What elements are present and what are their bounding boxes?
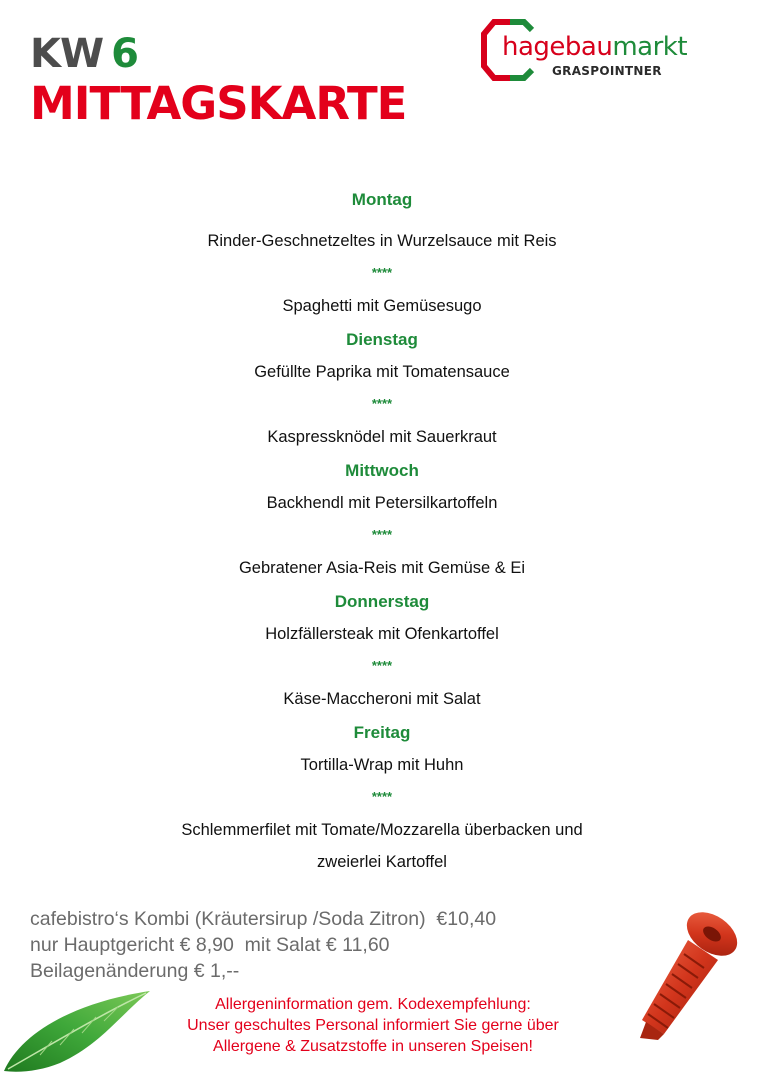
dish-separator: **** bbox=[371, 396, 393, 411]
logo-brand-part2: markt bbox=[612, 32, 688, 62]
dish-monday-1: Rinder-Geschnetzeltes in Wurzelsauce mit Reis bbox=[207, 232, 557, 250]
dish-separator: **** bbox=[371, 265, 393, 280]
logo-brand-part1: hagebau bbox=[502, 32, 613, 62]
price-line-side-change: Beilagenänderung € 1,-- bbox=[30, 960, 240, 982]
dish-thursday-1: Holzfällersteak mit Ofenkartoffel bbox=[265, 625, 499, 643]
week-number: 6 bbox=[111, 31, 138, 77]
logo-wordmark bbox=[502, 32, 687, 62]
dish-wednesday-2: Gebratener Asia-Reis mit Gemüse & Ei bbox=[238, 559, 526, 577]
dish-friday-2: Schlemmerfilet mit Tomate/Mozzarella überbacken und bbox=[181, 821, 583, 839]
price-info bbox=[30, 906, 496, 984]
week-prefix: KW bbox=[30, 31, 104, 77]
logo-subtitle: GRASPOINTNER bbox=[552, 64, 662, 78]
day-heading-thursday: Donnerstag bbox=[334, 592, 430, 611]
dish-tuesday-2: Kaspressknödel mit Sauerkraut bbox=[267, 428, 497, 446]
screw-icon bbox=[600, 908, 750, 1058]
dish-thursday-2: Käse-Maccheroni mit Salat bbox=[283, 690, 481, 708]
day-heading-monday: Montag bbox=[351, 190, 413, 209]
dish-separator: **** bbox=[371, 527, 393, 542]
day-heading-friday: Freitag bbox=[353, 723, 411, 742]
dish-separator: **** bbox=[371, 789, 393, 804]
dish-wednesday-1: Backhendl mit Petersilkartoffeln bbox=[266, 494, 498, 512]
price-line-main: nur Hauptgericht € 8,90 mit Salat € 11,60 bbox=[30, 934, 390, 956]
allergen-line-1: Allergeninformation gem. Kodexempfehlung: bbox=[215, 996, 531, 1013]
week-label bbox=[30, 30, 138, 78]
dish-separator: **** bbox=[371, 658, 393, 673]
dish-monday-2: Spaghetti mit Gemüsesugo bbox=[282, 297, 482, 315]
price-line-combo: cafebistro‘s Kombi (Kräutersirup /Soda Zitron) €10,40 bbox=[30, 908, 497, 930]
allergen-info bbox=[150, 994, 596, 1057]
hagebaumarkt-logo bbox=[480, 18, 742, 82]
dish-friday-2-continued: zweierlei Kartoffel bbox=[317, 853, 447, 871]
day-heading-wednesday: Mittwoch bbox=[345, 461, 419, 480]
dish-tuesday-1: Gefüllte Paprika mit Tomatensauce bbox=[254, 363, 510, 381]
day-heading-tuesday: Dienstag bbox=[346, 330, 418, 349]
dish-friday-1: Tortilla-Wrap mit Huhn bbox=[300, 756, 464, 774]
leaf-icon bbox=[0, 985, 160, 1075]
allergen-line-2: Unser geschultes Personal informiert Sie gerne über bbox=[187, 1017, 559, 1034]
allergen-line-3: Allergene & Zusatzstoffe in unseren Speisen! bbox=[213, 1038, 533, 1055]
page-title: MITTAGSKARTE bbox=[30, 77, 407, 130]
